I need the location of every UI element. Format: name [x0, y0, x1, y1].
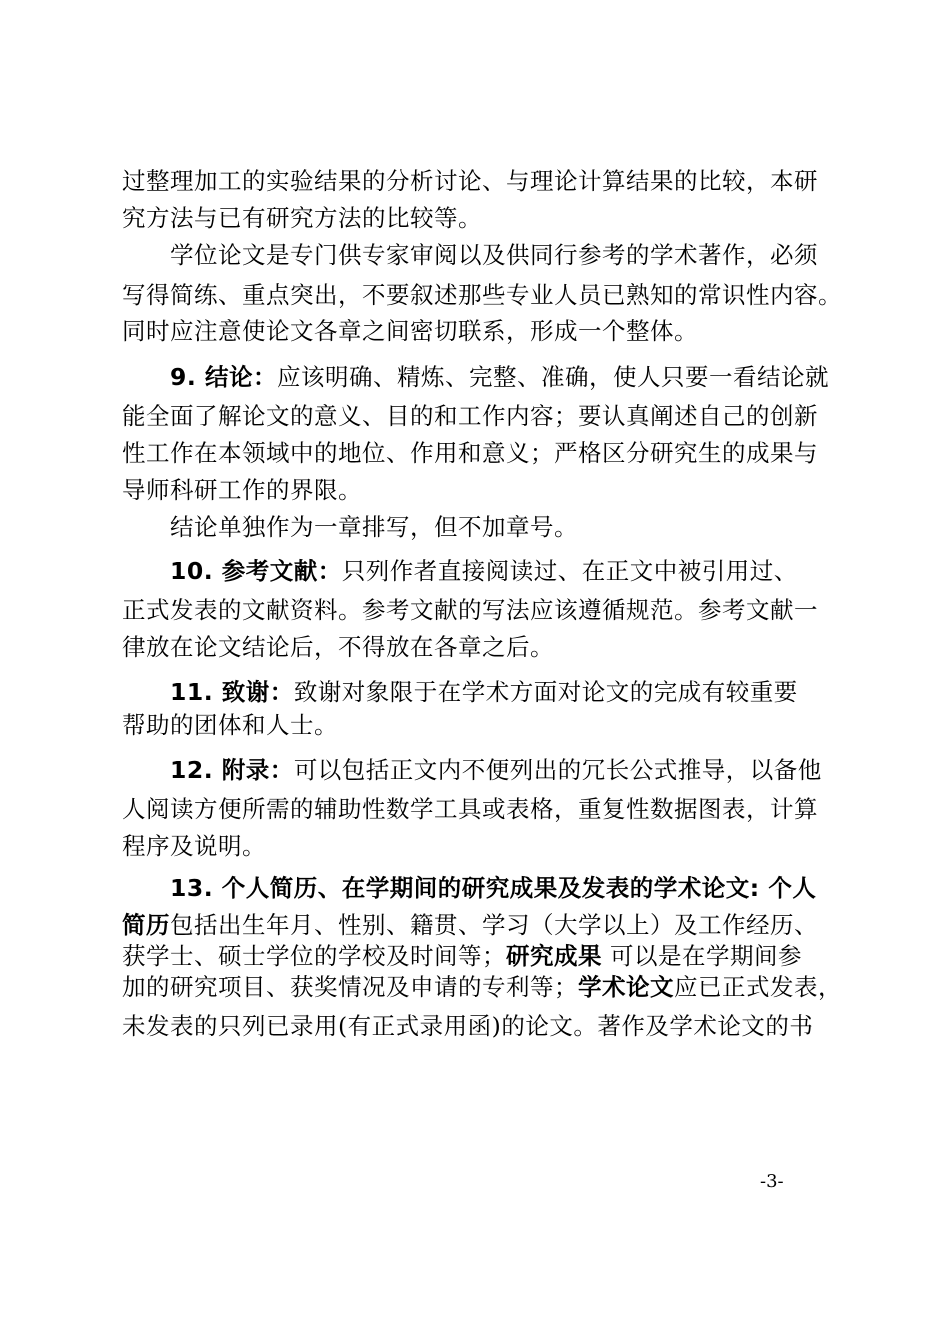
paragraph-text: 只列作者直接阅读过、在正文中被引用过、 — [341, 557, 798, 585]
paragraph-line — [122, 941, 802, 971]
paragraph-line: 性工作在本领域中的地位、作用和意义；严格区分研究生的成果与 — [122, 439, 818, 467]
paragraph-line — [122, 910, 818, 940]
page-number: -3- — [760, 1171, 784, 1192]
paragraph-text: 致谢对象限于在学术方面对论文的完成有较重要 — [293, 678, 798, 706]
inline-bold-term: 研究成果 — [506, 942, 602, 970]
paragraph-text: 包括出生年月、性别、籍贯、学习（大学以上）及工作经历、 — [170, 911, 818, 939]
paragraph-line: 人阅读方便所需的辅助性数学工具或表格，重复性数据图表，计算 — [122, 795, 818, 823]
paragraph-line: 未发表的只列已录用(有正式录用函)的论文。著作及学术论文的书 — [122, 1012, 814, 1040]
section-heading: 9. 结论： — [170, 363, 277, 391]
paragraph-line — [170, 556, 798, 586]
paragraph-line — [170, 362, 829, 392]
section-heading: 11. 致谢： — [170, 678, 294, 706]
paragraph-line: 程序及说明。 — [122, 832, 266, 860]
paragraph-line — [122, 972, 842, 1002]
paragraph-line: 同时应注意使论文各章之间密切联系，形成一个整体。 — [122, 317, 698, 345]
paragraph-line: 结论单独作为一章排写，但不加章号。 — [170, 513, 578, 541]
paragraph-text: 应已正式发表， — [674, 973, 842, 1001]
paragraph-line — [170, 755, 822, 785]
paragraph-line: 过整理加工的实验结果的分析讨论、与理论计算结果的比较，本研 — [122, 167, 818, 195]
section-heading: 10. 参考文献： — [170, 557, 342, 585]
paragraph-text: 可以是在学期间参 — [602, 942, 802, 970]
inline-bold-term: 学术论文 — [578, 973, 674, 1001]
paragraph-line: 写得简练、重点突出，不要叙述那些专业人员已熟知的常识性内容。 — [122, 281, 842, 309]
paragraph-text: 应该明确、精炼、完整、准确，使人只要一看结论就 — [276, 363, 829, 391]
paragraph-line — [170, 677, 798, 707]
paragraph-text: 加的研究项目、获奖情况及申请的专利等； — [122, 973, 578, 1001]
paragraph-text: 获学士、硕士学位的学校及时间等； — [122, 942, 506, 970]
section-heading: 13. 个人简历、在学期间的研究成果及发表的学术论文: 个人 — [170, 874, 817, 902]
paragraph-line: 正式发表的文献资料。参考文献的写法应该遵循规范。参考文献一 — [122, 596, 818, 624]
section-heading: 12. 附录： — [170, 756, 294, 784]
paragraph-text: 可以包括正文内不便列出的冗长公式推导，以备他 — [293, 756, 822, 784]
paragraph-line: 律放在论文结论后，不得放在各章之后。 — [122, 633, 554, 661]
inline-bold-term: 简历 — [122, 911, 170, 939]
paragraph-line: 能全面了解论文的意义、目的和工作内容；要认真阐述自己的创新 — [122, 402, 818, 430]
paragraph-line: 导师科研工作的界限。 — [122, 476, 362, 504]
paragraph-line: 帮助的团体和人士。 — [122, 711, 338, 739]
paragraph-line: 究方法与已有研究方法的比较等。 — [122, 204, 482, 232]
paragraph-line: 学位论文是专门供专家审阅以及供同行参考的学术著作，必须 — [170, 241, 818, 269]
